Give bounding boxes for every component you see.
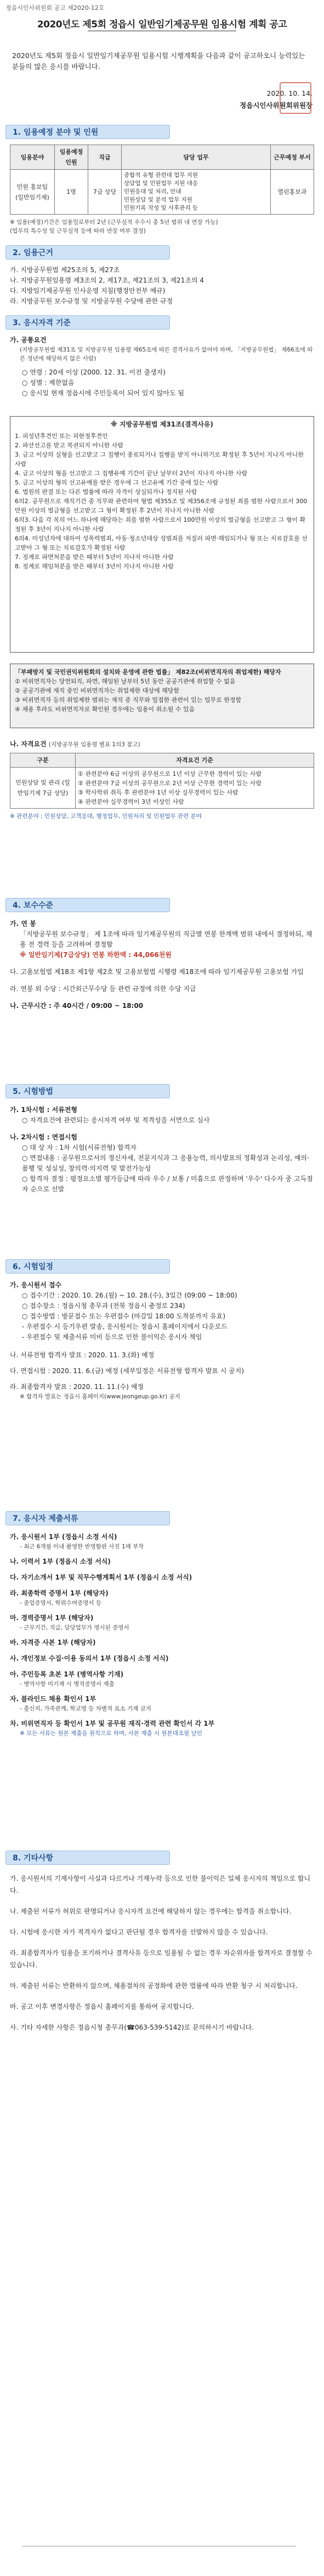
duties-cell: [122, 170, 271, 215]
section-1-heading: 1. 임용예정 분야 및 인원: [5, 125, 170, 139]
etc-item: 바. 공고 이후 변경사항은 정읍시 홈페이지를 통하여 공지합니다.: [10, 2003, 194, 2010]
disqual-item: 6. 법원의 판결 또는 다른 법률에 따라 자격이 상실되거나 정지된 사람: [15, 488, 197, 495]
document-title: 2020년도 제5회 정읍시 일반임기제공무원 임용시험 계획 공고: [37, 19, 287, 30]
disqual-item: 4. 금고 이상의 형을 선고받고 그 집행유예 기간이 끝난 날부터 2년이 지나지 아니한 사람: [15, 470, 248, 477]
document-title: 라. 최종학력 증명서 1부 (해당자): [10, 1589, 109, 1597]
table-note: (업무의 특수성 및 근무실적 등에 따라 연장 여부 결정): [10, 228, 146, 234]
documents-block: [10, 1532, 314, 1743]
basis-list: [10, 265, 314, 307]
pay-salary-title: 가. 연 봉: [10, 920, 36, 927]
special-qual-item: ③ 학사학위 취득 후 관련분야 1년 이상 실무경력이 있는 사람: [78, 789, 238, 796]
duty-item: 종합적 유형 관련대 업무 지원: [124, 172, 198, 178]
disqual-title: ※ 지방공무원법 제31조(결격사유): [111, 420, 213, 428]
common-qual-item: ○ 응시일 현재 정읍시에 주민등록이 되어 있지 않아도 됨: [22, 389, 185, 397]
schedule-final-result: 라. 최종합격자 발표 : 2020. 11. 11.(수) 예정: [10, 1383, 144, 1391]
disqual-item: 7. 징계로 파면처분을 받은 때부터 5년이 지나지 아니한 사람: [15, 554, 174, 561]
special-qualification: [10, 739, 314, 827]
positions-table-block: [10, 145, 314, 235]
basis-item: 나. 지방공무원임용령 제3조의 2, 제17조, 제21조의 3, 제21조의 4: [10, 276, 204, 284]
disqual-item: 2. 파산선고를 받고 복권되지 아니한 사람: [15, 442, 123, 449]
document-title: 사. 개인정보 수집·이용 동의서 1부 (정읍시 소정 서식): [10, 1655, 169, 1662]
common-qualification: [10, 335, 314, 399]
exam-stage-2-item: ○ 면접내용 : 공무원으로서의 정신자세, 전문지식과 그 응용능력, 의사발표의 정확성과 논리성, 예의·품행 및 성실성, 창의력·의지력 및 발전가능성: [22, 1154, 309, 1172]
col-header: 담당 업무: [122, 145, 271, 170]
pay-block: [10, 919, 314, 1011]
document-title: 가. 응시원서 1부 (정읍시 소정 서식): [10, 1533, 117, 1541]
special-qual-title: [10, 739, 314, 750]
disqualification-box: [10, 416, 314, 653]
duty-item: 상담업 및 민원업무 지원 대응: [124, 180, 198, 187]
col-header: 임용예정 인원: [55, 145, 88, 170]
table-cell: 민원상담 및 관리 (일반임기제 7급 상당): [10, 768, 76, 809]
document-note: - 최근 6개월 이내 촬영한 반명함판 사진 1매 부착: [20, 1543, 144, 1550]
document-note: - 근무기간, 직급, 담당업무가 명시된 증명서: [20, 1624, 129, 1631]
pay-insurance: 다. 고용보험법 제18조 제1항 제2호 및 고용보험법 시행령 제18조에 따라 임기제공무원 고용보험 가입: [10, 968, 304, 976]
nepotism-box: [10, 664, 314, 728]
exam-stage-2-item: ○ 합격자 결정 : 평정요소별 평가등급에 따라 우수 / 보통 / 미흡으로 판정하며 '우수' 다수자 중 고득점자 순으로 선발: [22, 1175, 313, 1193]
special-qual-note: ※ 관련분야 : 민원상담, 고객응대, 행정업무, 민원처리 및 민원업무 관련 분야: [10, 813, 202, 820]
document-item: [10, 1719, 314, 1738]
notice-number: 정읍시인사위원회 공고 제2020-12호: [5, 4, 105, 11]
disqual-item: 6의4. 미성년자에 대하여 성폭력범죄, 아동·청소년대상 성범죄를 저질러 파면·해임되거나 형 또는 치료감호를 선고받아 그 형 또는 치료감호가 확정된 사람: [15, 535, 308, 551]
issue-date: 2020. 10. 14.: [266, 89, 312, 97]
col-header: 직급: [88, 145, 122, 170]
col-header: 구분: [10, 753, 76, 768]
duty-item: 민원기록 작성 및 사후관리 등: [124, 205, 198, 211]
schedule-interview: 다. 면접시험 : 2020. 11. 6.(금) 예정 (세부일정은 서류전형 합격자 발표 시 공지): [10, 1367, 245, 1375]
document-item: [10, 1653, 314, 1664]
exam-stage-1-text: ○ 자격요건에 관련되는 응시자격 여부 및 적격성을 서면으로 심사: [22, 1116, 210, 1124]
document-title: 자. 블라인드 채용 확인서 1부: [10, 1695, 96, 1703]
etc-item: 나. 제출된 서류가 허위로 판명되거나 응시자격 요건에 해당하지 않는 경우에는 합격을 취소합니다.: [10, 1907, 292, 1915]
table-cell: 1명: [55, 170, 88, 215]
document-title: 다. 자기소개서 1부 및 직무수행계획서 1부 (정읍시 소정 서식): [10, 1574, 192, 1581]
pay-salary-text: 「지방공무원 보수규정」 제 1조에 따라 임기제공무원의 직급별 연봉 한계액 범위 내에서 결정하되, 채용 전 경력 등을 고려하여 결정함: [20, 930, 312, 948]
table-cell: 7급 상당: [88, 170, 122, 215]
special-qual-cell: [76, 768, 314, 809]
section-4-heading: 4. 보수수준: [5, 898, 170, 912]
section-8-heading: 8. 기타사항: [5, 1851, 170, 1865]
exam-stage-1-title: 가. 1차시험 : 서류전형: [10, 1106, 77, 1114]
document-item: [10, 1694, 314, 1713]
positions-table-header: [10, 145, 314, 170]
intro-paragraph: 2020년도 제5회 정읍시 일반임기제공무원 임용시험 시행계획을 다음과 같이 공고하오니 능력있는 분들의 많은 응시를 바랍니다.: [12, 51, 305, 71]
special-qual-header: [10, 753, 314, 768]
schedule-note: ※ 합격자 발표는 정읍시 홈페이지(www.jeongeup.go.kr) 공지: [20, 1393, 180, 1400]
table-cell: 민원 홍보팀 (일반임기제): [10, 170, 55, 215]
special-qual-desc: (지방공무원 임용령 별표 1의3 참고): [48, 741, 140, 748]
schedule-item: ○ 접수방법 : 방문접수 또는 우편접수 (마감일 18:00 도착분까지 유효): [22, 1312, 225, 1320]
document-note: - 출신지, 가족관계, 학교명 등 차별적 요소 기재 금지: [20, 1705, 152, 1712]
common-qual-item: ○ 성별 : 제한없음: [22, 379, 75, 387]
etc-block: [10, 1872, 314, 2042]
special-qual-item: ④ 관련분야 실무경력이 3년 이상인 사람: [78, 798, 184, 805]
etc-item: 다. 시험에 응시한 자가 적격자가 없다고 판단될 경우 합격자를 선발하지 않을 수 있습니다.: [10, 1928, 268, 1936]
nepotism-item: ② 공공기관에 재직 중인 비위면직자는 취업제한 대상에 해당함: [15, 687, 179, 694]
disqual-item: 5. 금고 이상의 형의 선고유예를 받은 경우에 그 선고유예 기간 중에 있는 사람: [15, 479, 219, 486]
section-5-heading: 5. 시험방법: [5, 1084, 170, 1098]
pay-worktime: 나. 근무시간 : 주 40시간 / 09:00 ~ 18:00: [10, 1002, 144, 1010]
table-cell: 열린홍보과: [271, 170, 314, 215]
document-item: [10, 1638, 314, 1648]
schedule-item: - 우편접수 시 등기우편 발송, 응시원서는 정읍시 홈페이지에서 다운로드: [22, 1323, 228, 1330]
document-title: 나. 이력서 1부 (정읍시 소정 서식): [10, 1558, 111, 1565]
document-item: [10, 1557, 314, 1567]
document-item: [10, 1669, 314, 1688]
document-item: [10, 1572, 314, 1583]
special-qual-table: [10, 753, 314, 809]
disqual-item: 1. 피성년후견인 또는 피한정후견인: [15, 433, 108, 440]
duty-item: 민원응대 및 처리, 안내: [124, 188, 181, 195]
schedule-item: - 우편접수 및 제출서류 미비 등으로 인한 불이익은 응시자 책임: [22, 1333, 202, 1341]
pay-allowance: 라. 연봉 외 수당 : 시간외근무수당 등 관련 규정에 의한 수당 지급: [10, 985, 196, 993]
exam-stage-2-item: ○ 대 상 자 : 1차 시험(서류전형) 합격자: [22, 1144, 137, 1151]
document-title: 마. 경력증명서 1부 (해당자): [10, 1614, 94, 1622]
schedule-title: 가. 응시원서 접수: [10, 1281, 62, 1289]
special-qual-item: ② 관련분야 7급 이상의 공무원으로 2년 이상 근무한 경력이 있는 사람: [78, 780, 262, 787]
section-7-heading: 7. 응시자 제출서류: [5, 1511, 170, 1525]
document-item: [10, 1588, 314, 1607]
col-header: 자격요건 기준: [76, 753, 314, 768]
table-row: [10, 170, 314, 215]
nepotism-item: ① 비위면직자는 당연퇴직, 파면, 해임된 날부터 5년 동안 공공기관에 취업할 수 없음: [15, 678, 236, 685]
disqual-item: 8. 징계로 해임처분을 받은 때부터 3년이 지나지 아니한 사람: [15, 563, 174, 570]
issuer-name: 정읍시인사위원회위원장: [240, 101, 312, 110]
schedule-item: ○ 접수장소 : 정읍시청 총무과 (전북 정읍시 충정로 234): [22, 1302, 185, 1310]
section-6-heading: 6. 시험일정: [5, 1259, 170, 1273]
document-title: 바. 자격증 사본 1부 (해당자): [10, 1639, 96, 1646]
document-item: [10, 1613, 314, 1632]
etc-item: 마. 제출된 서류는 반환하지 않으며, 채용절차의 공정화에 관한 법률에 따라 반환 청구 시 처리합니다.: [10, 1982, 298, 1990]
table-note: ※ 임용(예정)기간은 임용일로부터 2년 (근무실적 우수시 총 5년 범위 내 연장 가능): [10, 219, 218, 226]
nepotism-title: 「부패방지 및 국민권익위원회의 설치와 운영에 관한 법률」 제82조(비위면직자의 취업제한) 해당자: [15, 669, 281, 676]
exam-stage-2-title: 나. 2차시험 : 면접시험: [10, 1133, 77, 1141]
document-item: [10, 1532, 314, 1551]
schedule-item: ○ 접수기간 : 2020. 10. 26.(월) ~ 10. 28.(수), 3일간 (09:00 ~ 18:00): [22, 1292, 237, 1299]
pay-salary-min: ※ 일반임기제(7급상당) 연봉 하한액 : 44,066천원: [20, 951, 172, 959]
common-qual-desc: (지방공무원법 제31조 및 지방공무원 임용령 제65조에 따른 결격사유가 없어야 하며, 「지방공무원법」 제66조에 따른 정년에 해당하지 않은 사람): [20, 347, 313, 362]
common-qual-title: 가. 공통요건: [10, 336, 47, 344]
document-note: ※ 모든 서류는 원본 제출을 원칙으로 하며, 사본 제출 시 원본대조필 날인: [20, 1730, 202, 1737]
official-seal-stamp: [280, 82, 311, 114]
positions-table: [10, 145, 314, 215]
document-note: - 졸업증명서, 학위수여증명서 등: [20, 1600, 101, 1606]
basis-item: 다. 지방임기제공무원 인사운영 지침(행정안전부 예규): [10, 287, 166, 295]
common-qual-item: ○ 연령 : 20세 이상 (2000. 12. 31. 이전 출생자): [22, 368, 166, 376]
basis-item: 라. 지방공무원 보수규정 및 지방공무원 수당에 관한 규정: [10, 297, 173, 305]
special-qual-item: ① 관련분야 6급 이상의 공무원으로 1년 이상 근무한 경력이 있는 사람: [78, 770, 262, 777]
basis-item: 가. 지방공무원법 제25조의 5, 제27조: [10, 266, 120, 274]
nepotism-item: ③ 비위면직자 등의 취업제한 범위는 재직 중 직무와 밀접한 관련이 있는 업무로 한정함: [15, 696, 242, 704]
section-3-heading: 3. 응시자격 기준: [5, 315, 170, 330]
document-note: - 병역사항 미기재 시 병적증명서 제출: [20, 1681, 115, 1687]
schedule-doc-result: 나. 서류전형 합격자 발표 : 2020. 11. 3.(화) 예정: [10, 1351, 155, 1359]
duty-item: 민원상담 및 분석 업무 지원: [124, 197, 192, 203]
col-header: 임용분야: [10, 145, 55, 170]
etc-item: 라. 최종합격자가 임용을 포기하거나 결격사유 등으로 임용될 수 없는 경우 차순위자를 합격자로 결정할 수 있습니다.: [10, 1949, 312, 1969]
section-2-heading: 2. 임용근거: [5, 245, 170, 260]
etc-item: 가. 응시원서의 기재사항이 사실과 다르거나 기재누락 등으로 인한 불이익은 일체 응시자의 책임으로 합니다.: [10, 1875, 311, 1894]
disqual-item: 3. 금고 이상의 실형을 선고받고 그 집행이 종료되거나 집행을 받지 아니하기로 확정된 후 5년이 지나지 아니한 사람: [15, 451, 304, 468]
etc-item: 사. 기타 자세한 사항은 정읍시청 총무과(☎063-539-5142)로 문의하시기 바랍니다.: [10, 2024, 254, 2031]
disqual-item: 6의2. 공무원으로 재직기간 중 직무와 관련하여 형법 제355조 및 제356조에 규정된 죄를 범한 사람으로서 300만원 이상의 벌금형을 선고받고 그 형이 확정된 후 2년이 지나지 아니한 사람: [15, 498, 308, 514]
special-qual-title-text: 나. 자격요건: [10, 740, 47, 748]
exam-block: [10, 1105, 314, 1195]
table-row: [10, 768, 314, 809]
col-header: 근무예정 부서: [271, 145, 314, 170]
schedule-block: [10, 1280, 314, 1401]
disqual-item: 6의3. 다음 각 목의 어느 하나에 해당하는 죄를 범한 사람으로서 100만원 이상의 벌금형을 선고받고 그 형이 확정된 후 3년이 지나지 아니한 사람: [15, 516, 306, 533]
document-title: 아. 주민등록 초본 1부 (병역사항 기재): [10, 1670, 124, 1678]
document-title: 차. 비위면직자 등 확인서 1부 및 공무원 재직·경력 관련 확인서 각 1부: [10, 1720, 215, 1727]
nepotism-item: ④ 채용 후라도 비위면직자로 확인된 경우에는 임용이 취소될 수 있음: [15, 706, 195, 713]
